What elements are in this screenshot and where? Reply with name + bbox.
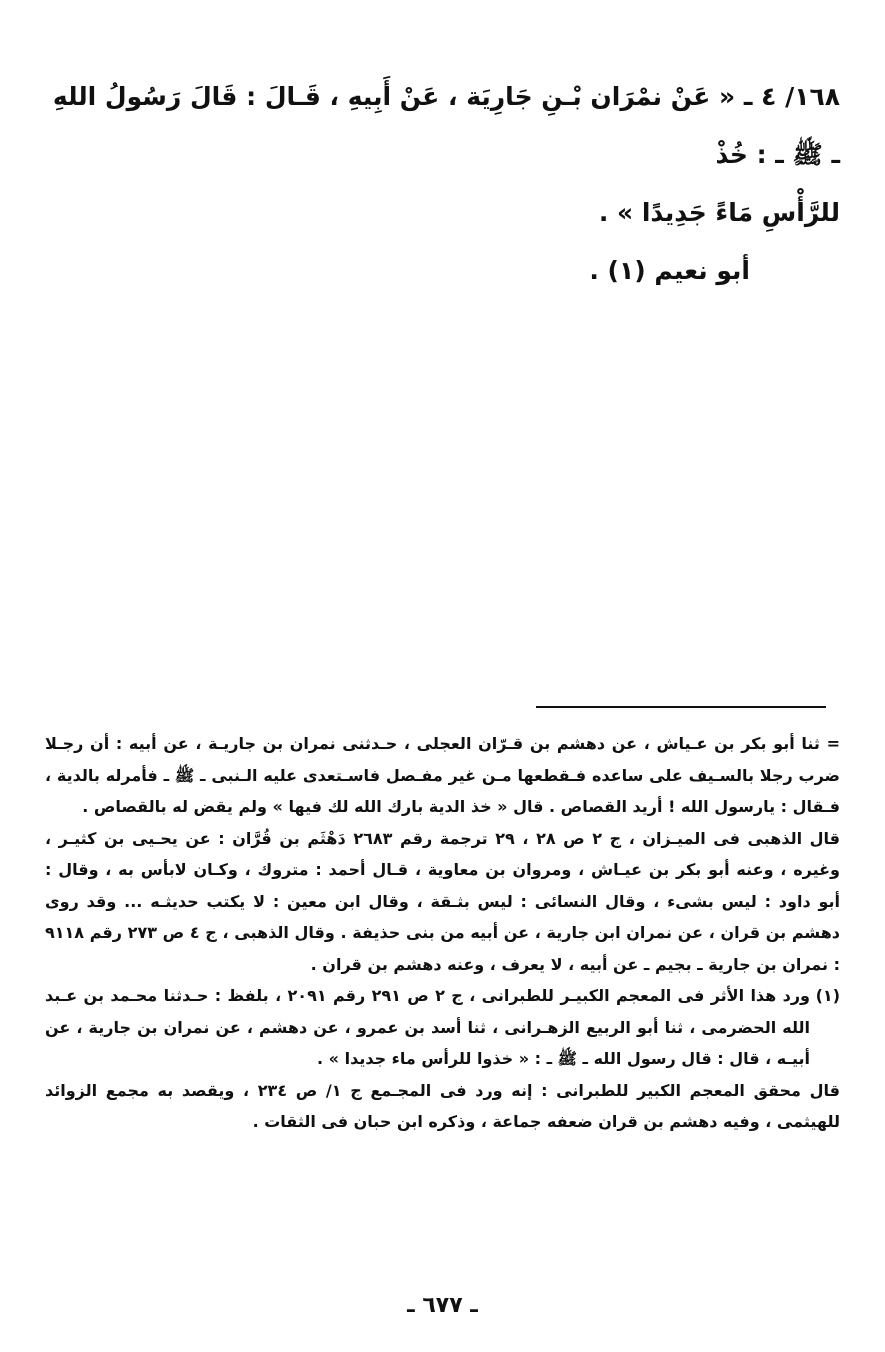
hadith-line-2: للرَّأْسِ مَاءً جَدِيدًا » . (598, 198, 840, 227)
page-number: ـ ٦٧٧ ـ (407, 1293, 478, 1318)
footnote-1-paragraph-2: قال محقق المعجم الكبير للطبرانى : إنه ورد فى المجـمع ج ١/ ص ٢٣٤ ، ويقصد به مجمع الزوائد للهيثمى ، وفيه دهشم بن قران ضعفه جماعة ، وذكره ابن حبان فى الثقات . (45, 1080, 840, 1131)
footnote-1-paragraph-1: ورد هذا الأثر فى المعجم الكبيـر للطبرانى ، ج ٢ ص ٢٩١ رقم ٢٠٩١ ، بلفظ : حـدثنا محـمد بن عـبد الله الحضرمى ، ثنا أبو الربيع الزهـرانى ، ثنا أسد بن عمرو ، عن دهشم ، عن نمران بن جارية ، عن أبيـه ، قال : قال رسول الله ـ ﷺ ـ : « خذوا للرأس ماء جديدا » . (45, 986, 811, 1068)
footnote-marker: (١) (815, 986, 840, 1005)
footnotes (45, 728, 840, 1138)
footnote-continuation-1: = ثنا أبو بكر بن عـياش ، عن دهشم بن قـرّان العجلى ، حـدثنى نمران بن جاريـة ، عن أبيه : أن رجـلا ضرب رجلا بالسـيف على ساعده فـقطعها مـن غير مفـصل فاسـتعدى عليه الـنبى ـ ﷺ ـ فأمرله بالدية ، فـقال : يارسول الله ! أريد القصاص . قال « خذ الدية بارك الله لك فيها » ولم يقض له بالقصاص . (45, 734, 840, 816)
hadith-source: أبو نعيم (١) . (589, 256, 750, 285)
hadith-line-1: ١٦٨/ ٤ ـ « عَنْ نمْرَان بْـنِ جَارِيَة ، عَنْ أَبِيهِ ، قَـالَ : قَالَ رَسُولُ اللهِ ـ ﷺ ـ : خُذْ (52, 82, 840, 169)
footnote-1 (45, 980, 840, 1075)
footnote-separator (536, 706, 826, 708)
footnote-continuation-2: قال الذهبى فى الميـزان ، ج ٢ ص ٢٨ ، ٢٩ ترجمة رقم ٢٦٨٣ دَهْثَم بن قُرَّان : عن يحـيى بن كثيـر ، وغيره ، وعنه أبو بكر بن عيـاش ، ومروان بن معاوية ، قـال أحمد : متروك ، وكـان لابأس به ، وقال : أبو داود : ليس بشىء ، وقال النسائى : ليس بثـقة ، وقال ابن معين : لا يكتب حديثـه ... وقد روى دهشم بن قران ، عن نمران ابن جارية ، عن أبيه من بنى حذيفة . وقال الذهبى ، ج ٤ ص ٢٧٣ رقم ٩١١٨ : نمران بن جارية ـ بجيم ـ عن أبيه ، لا يعرف ، وعنه دهشم بن قران . (45, 828, 841, 974)
hadith-text (50, 68, 840, 300)
